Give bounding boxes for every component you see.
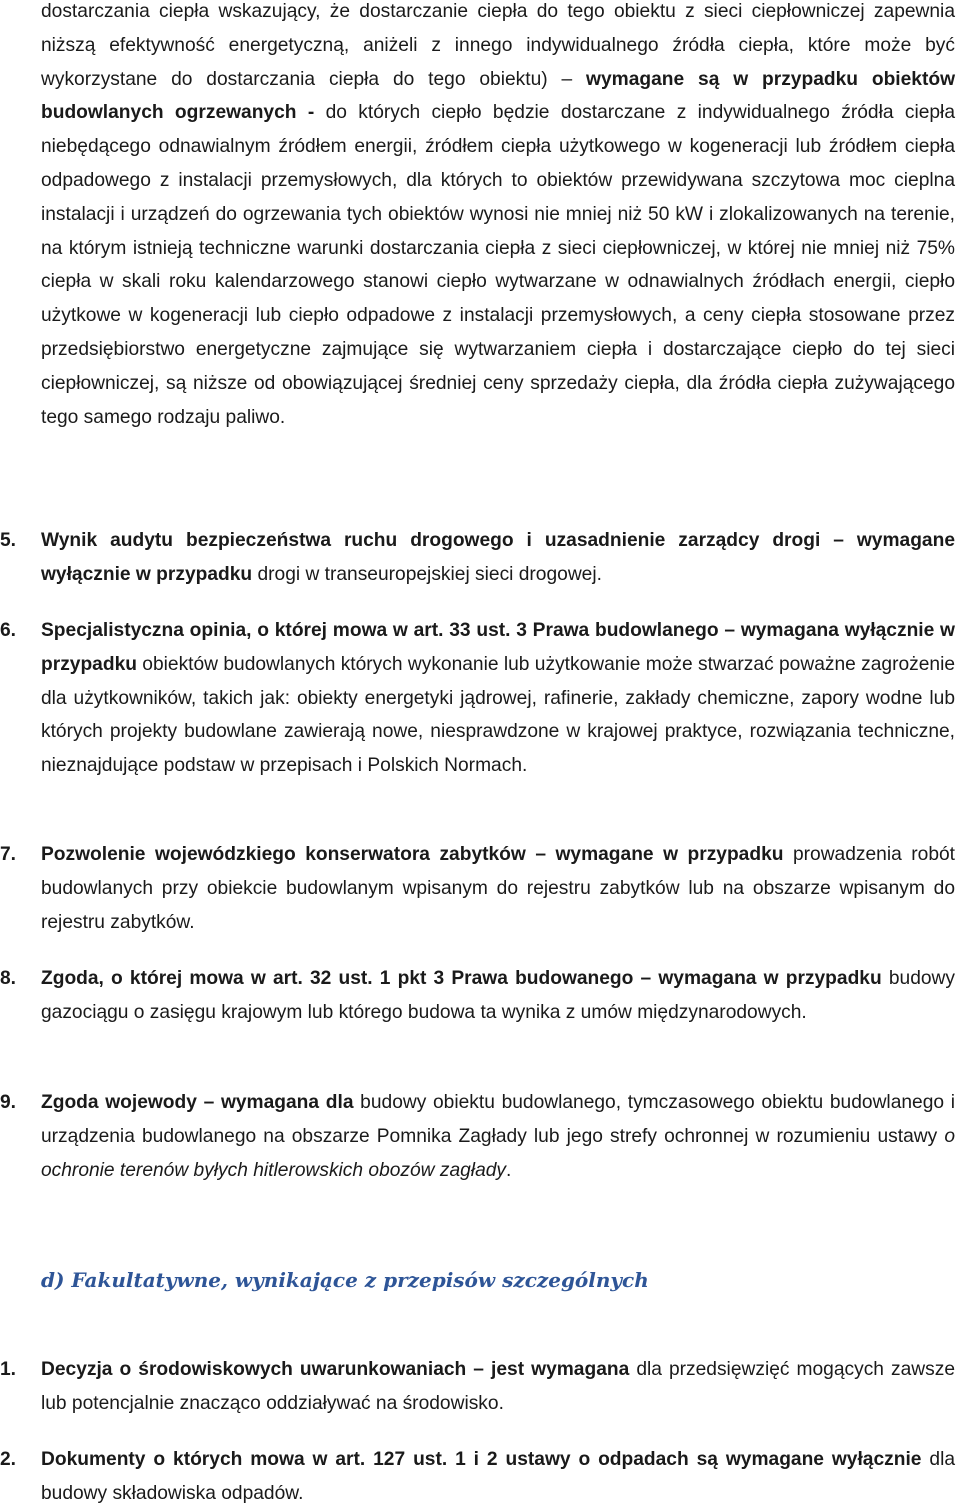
item-number: 8. [0,968,17,989]
section-heading-d: d) Fakultatywne, wynikające z przepisów szczególnych [41,1268,649,1292]
item-number: 9. [0,1092,17,1113]
item-8-text: budowy gazociągu o zasięgu krajowym lub którego budowa ta wynika z umów międzynarodowych. [41,968,955,1023]
item-d2-heading: Dokumenty o których mowa w art. 127 ust. 1 i 2 ustawy o odpadach są wymagane wyłącznie [41,1449,922,1470]
item-9-italic-title: o ochronie terenów byłych hitlerowskich obozów zagłady [41,1125,955,1181]
item-9-text-end: . [506,1159,512,1181]
intro-text-2: do których ciepło będzie dostarczane z indywidualnego źródła ciepła niebędącego odnawialnym źródłem energii, źródłem ciepła użytkowego w kogeneracji lub źródłem ciepła odpadowego z instalacji przemysłowych, dla których to obiektów przewidywana szczytowa moc cieplna instalacji i urządzeń do ogrzewania tych obiektów wynosi nie mniej niż 50 kW i zlokalizowanych na terenie, na którym istnieją techniczne warunki dostarczania ciepła z sieci ciepłowniczej, w której nie mniej niż 75% ciepła w skali roku kalendarzowego stanowi ciepło wytwarzane w odnawialnych źródłach energii, ciepło użytkowe w kogeneracji lub ciepło odpadowe z instalacji przemysłowych, a ceny ciepła stosowane przez przedsiębiorstwo energetyczne zajmujące się wytwarzaniem ciepła i dostarczające ciepło do tej sieci ciepłowniczej, są niższe od obowiązującej średniej ceny sprzedaży ciepła, dla źródła ciepła zużywającego tego samego rodzaju paliwo. [41,102,955,428]
item-9-heading: Zgoda wojewody – wymagana dla [41,1092,354,1113]
intro-text-1: dostarczania ciepła wskazujący, że dostarczanie ciepła do tego obiektu z sieci ciepłowniczej zapewnia niższą efektywność energetyczną, aniżeli z innego indywidualnego źródła ciepła, które może być wykorzystane do dostarczania ciepła do tego obiektu) – [41,1,955,90]
item-5-heading: Wynik audytu bezpieczeństwa ruchu drogowego i uzasadnienie zarządcy drogi – wymagane wyłącznie w przypadku [41,530,955,585]
item-number: 6. [0,620,17,641]
item-number: 2. [0,1449,17,1470]
item-number: 7. [0,844,17,865]
list-item-d1 [0,1353,955,1421]
list-item-9 [0,1086,955,1187]
item-d1-heading: Decyzja o środowiskowych uwarunkowaniach – jest wymagana [41,1359,630,1380]
list-item-d2 [0,1443,956,1511]
item-d1-text: dla przedsięwzięć mogących zawsze lub potencjalnie znacząco oddziaływać na środowisko. [41,1359,955,1414]
item-6-heading: Specjalistyczna opinia, o której mowa w art. 33 ust. 3 Prawa budowlanego – wymagana wyłącznie w przypadku [41,620,955,675]
intro-bold-text: wymagane są w przypadku obiektów budowlanych ogrzewanych - [41,68,955,124]
item-number: 1. [0,1359,17,1380]
item-6-text: obiektów budowlanych których wykonanie lub użytkowanie może stwarzać poważne zagrożenie dla użytkowników, takich jak: obiekty energetyki jądrowej, rafinerie, zakłady chemiczne, zapory wodne lub których projekty budowlane zawierają nowe, niesprawdzone w krajowej praktyce, rozwiązania techniczne, nieznajdujące podstaw w przepisach i Polskich Normach. [41,653,956,777]
item-9-text: budowy obiektu budowlanego, tymczasowego obiektu budowlanego i urządzenia budowlanego na obszarze Pomnika Zagłady lub jego strefy ochronnej w rozumieniu ustawy [41,1092,955,1147]
item-7-text: prowadzenia robót budowlanych przy obiekcie budowlanym wpisanym do rejestru zabytków lub na obszarze wpisanym do rejestru zabytków. [41,844,955,933]
item-8-heading: Zgoda, o której mowa w art. 32 ust. 1 pkt 3 Prawa budowanego – wymagana w przypadku [41,968,882,989]
list-item-8 [0,962,955,1030]
item-7-heading: Pozwolenie wojewódzkiego konserwatora zabytków – wymagane w przypadku [41,844,784,865]
item-5-text: drogi w transeuropejskiej sieci drogowej. [252,563,602,585]
list-item-6 [0,614,956,783]
item-d2-text: dla budowy składowiska odpadów. [41,1449,956,1504]
intro-paragraph [41,0,955,434]
list-item-5 [0,524,955,592]
list-item-7 [0,838,955,939]
item-number: 5. [0,530,17,551]
